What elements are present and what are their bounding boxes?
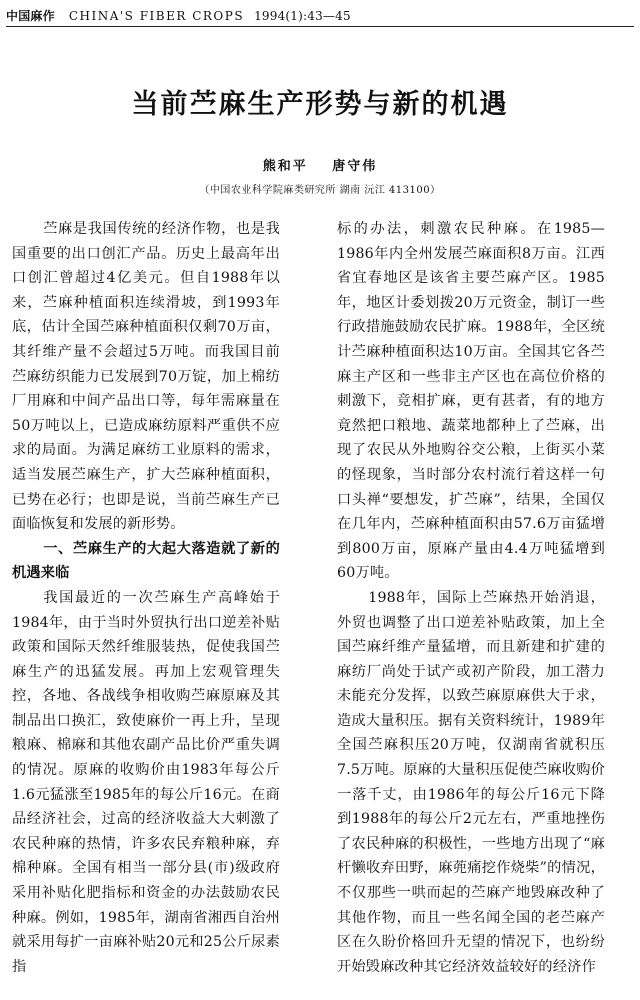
paragraph: 1988年，国际上苎麻热开始消退，外贸也调整了出口逆差补贴政策，加上全国苎麻纤维产量猛增，而且新建和扩建的麻纺厂尚处于试产或初产阶段，加工潜力未能充分发挥，以致苎麻原麻供大于求，造成大量积压。据有关资料统计，1989年全国苎麻积压20万吨，仅湖南省就积压7.5万吨。原麻的大量积压促使苎麻收购价一落千丈，由1986年的每公斤16元下降到1988年的每公斤2元左右，严重地挫伤了农民种麻的积极性，一些地方出现了“麻杆懒收弃田野，麻蔸痛挖作烧柴”的情况，不仅那些一哄而起的苎麻产地毁麻改种了其他作物，而且一些名闻全国的老苎麻产区在久盼价格回升无望的情况下，也纷纷开始毁麻改种其它经济效益较好的经济作 bbox=[337, 589, 605, 975]
affiliation: （中国农业科学院麻类研究所 湖南 沅江 413100） bbox=[199, 185, 441, 196]
citation: 1994(1):43—45 bbox=[254, 9, 351, 23]
paragraph: 我国最近的一次苎麻生产高峰始于1984年，由于当时外贸执行出口逆差补贴政策和国际天然纤维服装热，促使我国苎麻生产的迅猛发展。再加上宏观管理失控，各地、各战线争相收购苎麻原麻及其制品出口换汇，致使麻价一再上升，呈现粮麻、棉麻和其他农副产品比价严重失调的情况。原麻的收购价由1983年每公斤1.6元猛涨至1985年的每公斤16元。在商品经济社会，过高的经济收益大大刺激了农民种麻的热情，许多农民弃粮种麻，弃棉种麻。全国有相当一部分县(市)级政府采用补贴化肥指标和资金的办法鼓励农民种麻。例如，1985年，湖南省湘西自治州就采用每扩一亩麻补贴20元和25公斤尿素指 bbox=[12, 589, 280, 975]
running-header bbox=[6, 6, 634, 27]
paragraph: 苎麻是我国传统的经济作物，也是我国重要的出口创汇产品。历史上最高年出口创汇曾超过4亿美元。但自1988年以来，苎麻种植面积连续滑坡，到1993年底，估计全国苎麻种植面积仅剩70万亩，其纤维产量不会超过5万吨。而我国目前苎麻纺织能力已发展到70万锭，加上棉纺厂用麻和中间产品出口等，每年需麻量在50万吨以上，已造成麻纺原料严重供不应求的局面。为满足麻纺工业原料的需求，适当发展苎麻生产，扩大苎麻种植面积，已势在必行；也即是说，当前苎麻生产已面临恢复和发展的新形势。 bbox=[12, 221, 280, 533]
journal-name-en: CHINA'S FIBER CROPS bbox=[68, 9, 245, 23]
paragraph: 标的办法，刺激农民种麻。在1985—1986年内全州发展苎麻面积8万亩。江西省宜春地区是该省主要苎麻产区。1985年，地区计委划拨20万元资金，制订一些行政措施鼓励农民扩麻。1988年，全区统计苎麻种植面积达10万亩。全国其它各苎麻主产区和一些非主产区也在高位价格的刺激下，竞相扩麻，更有甚者，有的地方竟然把口粮地、蔬菜地都种上了苎麻，出现了农民从外地购谷交公粮，上街买小菜的怪现象，当时部分农村流行着这样一句口头禅“要想发，扩苎麻”，结果，全国仅在几年内，苎麻种植面积由57.6万亩猛增到800万亩，原麻产量由4.4万吨猛增到60万吨。 bbox=[337, 221, 605, 582]
section-heading: 一、苎麻生产的大起大落造就了新的机遇来临 bbox=[12, 540, 280, 582]
authors: 熊和平 唐守伟 bbox=[262, 159, 378, 174]
article-title: 当前苎麻生产形势与新的机遇 bbox=[131, 89, 509, 120]
journal-name-cn: 中国麻作 bbox=[6, 9, 55, 23]
right-column bbox=[337, 217, 605, 1000]
left-column bbox=[12, 217, 280, 1000]
